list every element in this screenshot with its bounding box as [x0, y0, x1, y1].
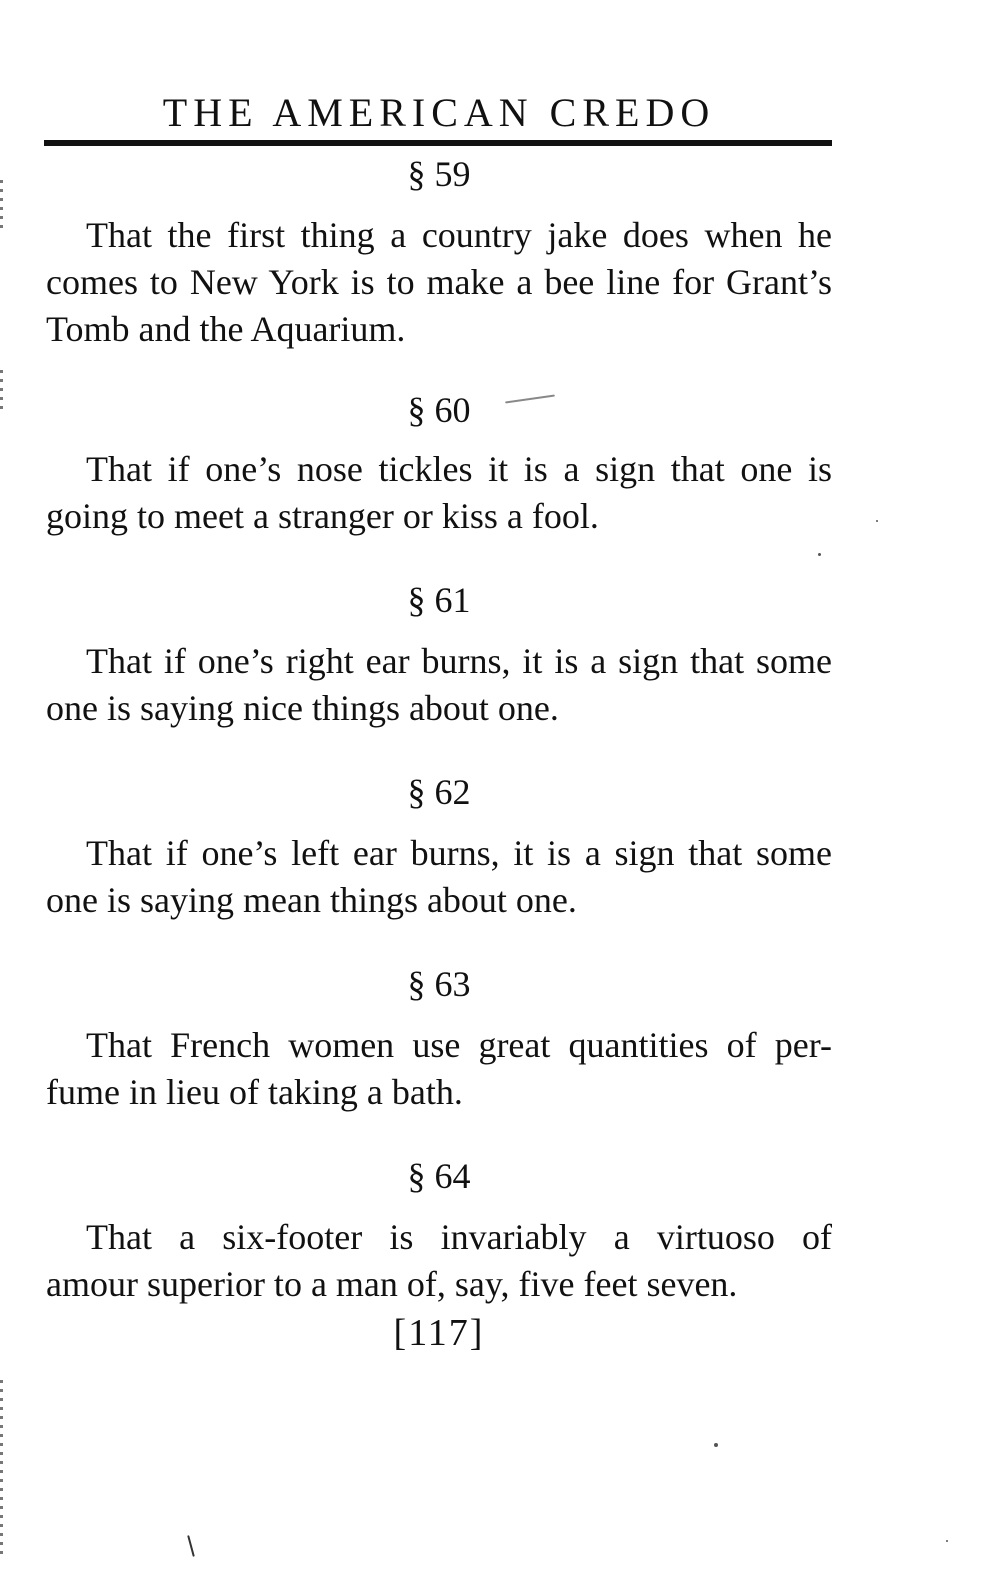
text-line: That French women use great quantities of per-	[86, 1025, 832, 1065]
section-text-63	[46, 1022, 832, 1116]
text-line: That if one’s nose tickles it is a sign that one is	[86, 449, 832, 489]
scan-edge-mark	[0, 180, 3, 230]
section-text-59	[46, 212, 832, 353]
text-line: amour superior to a man of, say, five feet seven.	[46, 1264, 738, 1304]
section-mark-63: § 63	[407, 964, 471, 1004]
text-line: one is saying nice things about one.	[46, 688, 559, 728]
section-text-62	[46, 830, 832, 924]
text-line: fume in lieu of taking a bath.	[46, 1072, 463, 1112]
section-text-60	[46, 446, 832, 540]
section-text-64	[46, 1214, 832, 1308]
text-line: one is saying mean things about one.	[46, 880, 577, 920]
text-line: That the first thing a country jake does when he	[86, 215, 832, 255]
running-head: THE AMERICAN CREDO	[162, 90, 716, 135]
scan-speck	[876, 520, 878, 522]
section-mark-61: § 61	[407, 580, 471, 620]
text-line: going to meet a stranger or kiss a fool.	[46, 496, 599, 536]
text-line: Tomb and the Aquarium.	[46, 309, 406, 349]
section-mark-59: § 59	[407, 154, 471, 194]
text-line: That if one’s left ear burns, it is a sign that some	[86, 833, 832, 873]
scan-speck	[714, 1443, 718, 1447]
scan-speck	[187, 1535, 195, 1557]
scan-speck	[946, 1540, 948, 1542]
scan-edge-mark	[0, 370, 3, 410]
section-mark-64: § 64	[407, 1156, 471, 1196]
head-rule	[44, 140, 832, 146]
page-number: [117]	[393, 1312, 485, 1354]
text-line: That if one’s right ear burns, it is a sign that some	[86, 641, 832, 681]
section-text-61	[46, 638, 832, 732]
text-line: That a six-footer is invariably a virtuoso of	[86, 1217, 832, 1257]
scan-edge-mark	[0, 1380, 3, 1560]
section-mark-60: § 60	[407, 390, 471, 430]
scan-speck	[818, 553, 821, 556]
text-line: comes to New York is to make a bee line for Grant’s	[46, 262, 832, 302]
section-mark-62: § 62	[407, 772, 471, 812]
